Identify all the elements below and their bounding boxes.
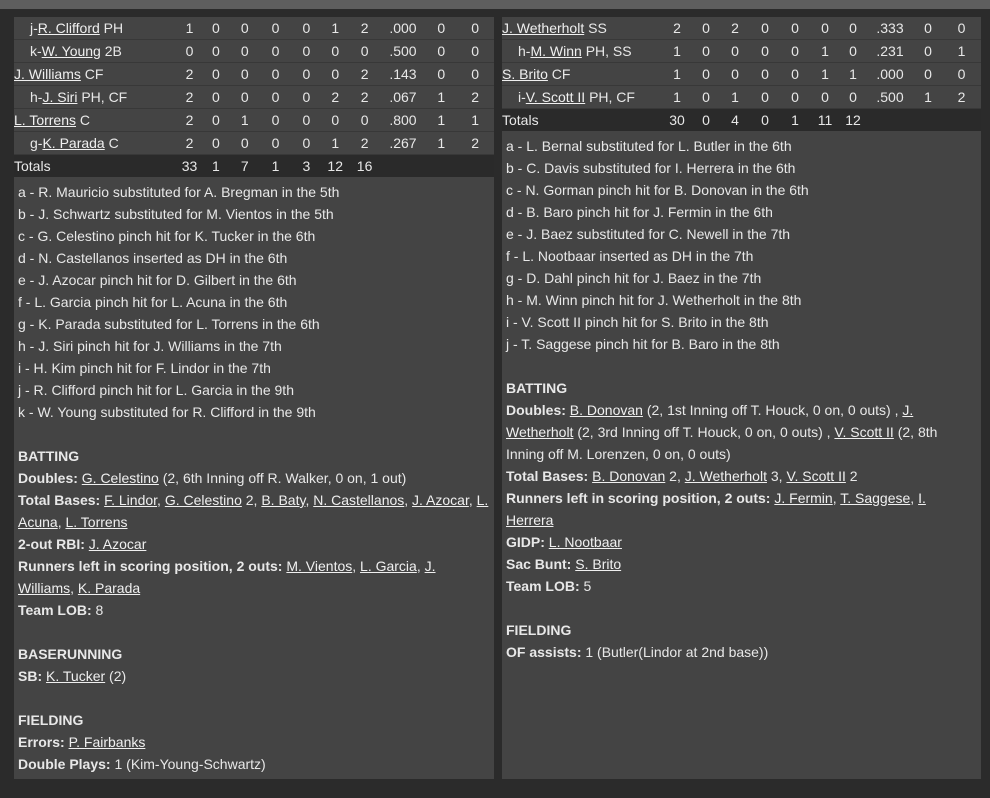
stat-cell: 0: [456, 40, 494, 63]
note-line: h - J. Siri pinch hit for J. Williams in the 7th: [18, 338, 282, 354]
total-cell: 1: [259, 155, 292, 178]
stat-cell: 0: [202, 86, 231, 109]
player-row: [502, 40, 981, 63]
player-link[interactable]: J. Williams: [14, 66, 81, 82]
player-cell: [14, 86, 178, 109]
player-cell: [14, 40, 178, 63]
risp-line: Runners left in scoring position, 2 outs: J. Fermin, T. Saggese, I. Herrera: [506, 490, 926, 528]
position: CF: [551, 66, 571, 82]
note-line: e - J. Baez substituted for C. Newell in the 7th: [506, 226, 791, 242]
of-assists-line: OF assists: 1 (Butler(Lindor at 2nd base)): [506, 644, 769, 660]
position: C: [108, 135, 119, 151]
player-link[interactable]: J. Azocar: [412, 492, 469, 508]
batting-title: BATTING: [506, 380, 568, 396]
total-bases-line: Total Bases: B. Donovan 2, J. Wetherholt 3, V. Scott II 2: [506, 468, 858, 484]
total-cell: 12: [840, 109, 866, 132]
stat-cell: 0: [350, 109, 380, 132]
player-cell: [14, 63, 178, 86]
stat-cell: 0: [292, 109, 321, 132]
sub-letter: h-: [30, 89, 43, 105]
stat-cell: 0: [942, 17, 981, 40]
total-bases-line: Total Bases: F. Lindor, G. Celestino 2, B. Baty, N. Castellanos, J. Azocar, L. Acuna, L. Torrens: [18, 492, 489, 530]
player-link[interactable]: V. Scott II: [525, 89, 586, 105]
stat-cell: 2: [178, 86, 202, 109]
player-link[interactable]: L. Torrens: [14, 112, 76, 128]
total-cell: 30: [662, 109, 692, 132]
stat-cell: 0: [942, 63, 981, 86]
player-link[interactable]: K. Parada: [42, 135, 105, 151]
stat-cell: 0: [230, 63, 259, 86]
batting-table: [14, 17, 494, 177]
stat-cell: 0: [321, 109, 350, 132]
stat-cell: .231: [866, 40, 914, 63]
stat-cell: 0: [202, 17, 231, 40]
doubles-line: Doubles: G. Celestino (2, 6th Inning off R. Walker, 0 on, 1 out): [18, 470, 407, 486]
stat-cell: 0: [750, 40, 780, 63]
player-link[interactable]: J. Wetherholt: [502, 20, 585, 36]
note-line: i - H. Kim pinch hit for F. Lindor in the 7th: [18, 360, 271, 376]
player-link[interactable]: J. Fermin: [774, 490, 833, 506]
stat-cell: 1: [178, 17, 202, 40]
stat-cell: 0: [750, 63, 780, 86]
player-link[interactable]: K. Tucker: [46, 668, 106, 684]
note-line: f - L. Garcia pinch hit for L. Acuna in the 6th: [18, 294, 288, 310]
totals-row: [502, 109, 981, 132]
stat-cell: 0: [692, 40, 720, 63]
position: PH, CF: [81, 89, 128, 105]
stat-cell: 0: [780, 40, 810, 63]
stat-cell: .500: [380, 40, 427, 63]
stat-cell: 0: [840, 40, 866, 63]
stat-cell: 0: [259, 40, 292, 63]
player-link[interactable]: J. Wetherholt: [506, 402, 914, 440]
note-line: k - W. Young substituted for R. Clifford in the 9th: [18, 404, 316, 420]
note-line: c - N. Gorman pinch hit for B. Donovan in the 6th: [506, 182, 809, 198]
player-link[interactable]: M. Vientos: [286, 558, 353, 574]
empty-cell: [914, 109, 942, 132]
stat-cell: 0: [692, 63, 720, 86]
player-row: [14, 63, 494, 86]
doubles-line: Doubles: B. Donovan (2, 1st Inning off T. Houck, 0 on, 0 outs) , J. Wetherholt (2, 3rd Inning off T. Houck, 0 on, 0 outs) , V. Scott II (2, 8th Inning off M. Lorenzen, 0 on, 0 outs): [506, 402, 938, 462]
player-row: [14, 86, 494, 109]
stat-cell: 1: [914, 86, 942, 109]
stat-cell: .333: [866, 17, 914, 40]
stat-cell: 0: [202, 109, 231, 132]
player-row: [14, 17, 494, 40]
team-lob-line: Team LOB: 5: [506, 578, 592, 594]
player-link[interactable]: N. Castellanos: [313, 492, 405, 508]
double-plays-line: Double Plays: 1 (Kim-Young-Schwartz): [18, 756, 266, 772]
player-row: [502, 17, 981, 40]
note-line: a - L. Bernal substituted for L. Butler in the 6th: [506, 138, 792, 154]
player-link[interactable]: L. Garcia: [360, 558, 417, 574]
player-link[interactable]: K. Parada: [77, 580, 141, 596]
stat-cell: 1: [426, 86, 456, 109]
top-bar: [0, 0, 990, 9]
stat-cell: 1: [810, 40, 840, 63]
away-box-score-panel: [14, 17, 494, 779]
stat-cell: 0: [810, 86, 840, 109]
sub-letter: g-: [30, 135, 43, 151]
empty-cell: [426, 155, 456, 178]
stat-cell: 0: [292, 63, 321, 86]
total-cell: 0: [692, 109, 720, 132]
position: PH: [103, 20, 124, 36]
total-cell: 12: [321, 155, 350, 178]
stat-cell: 1: [662, 86, 692, 109]
separator: ,: [70, 580, 78, 596]
position: C: [79, 112, 91, 128]
stat-cell: 1: [456, 109, 494, 132]
stat-cell: .500: [866, 86, 914, 109]
stat-cell: 0: [259, 17, 292, 40]
player-link[interactable]: W. Young: [41, 43, 101, 59]
batting-section: [14, 445, 494, 621]
stat-cell: 0: [780, 86, 810, 109]
stat-cell: 1: [942, 40, 981, 63]
stat-cell: 2: [456, 86, 494, 109]
player-link[interactable]: T. Saggese: [840, 490, 911, 506]
sac-bunt-line: Sac Bunt: S. Brito: [506, 556, 622, 572]
fielding-title: FIELDING: [18, 712, 84, 728]
player-link[interactable]: G. Celestino: [81, 470, 159, 486]
stat-cell: 2: [321, 86, 350, 109]
separator: ,: [57, 514, 66, 530]
stat-cell: 0: [292, 132, 321, 155]
batting-section: [502, 377, 981, 597]
player-link[interactable]: S. Brito: [575, 556, 622, 572]
stat-cell: 0: [230, 86, 259, 109]
stat-cell: 1: [321, 17, 350, 40]
stat-cell: 1: [230, 109, 259, 132]
note-line: b - J. Schwartz substituted for M. Vientos in the 5th: [18, 206, 334, 222]
stat-cell: 1: [426, 132, 456, 155]
stat-cell: 0: [292, 17, 321, 40]
stat-cell: 1: [840, 63, 866, 86]
stat-cell: 0: [692, 17, 720, 40]
separator: ,: [416, 558, 425, 574]
errors-line: Errors: P. Fairbanks: [18, 734, 146, 750]
player-cell: [502, 63, 662, 86]
total-cell: 16: [350, 155, 380, 178]
empty-cell: [942, 109, 981, 132]
position: PH, CF: [589, 89, 635, 105]
stat-cell: 2: [350, 132, 380, 155]
totals-label: Totals: [502, 109, 662, 132]
player-row: [14, 132, 494, 155]
separator: ,: [352, 558, 361, 574]
stat-cell: 0: [350, 40, 380, 63]
stat-cell: 0: [426, 17, 456, 40]
stat-cell: 2: [350, 63, 380, 86]
player-cell: [502, 86, 662, 109]
position: CF: [84, 66, 104, 82]
stat-cell: 0: [426, 63, 456, 86]
separator: ,: [305, 492, 314, 508]
stat-cell: 0: [750, 86, 780, 109]
stat-cell: 0: [321, 40, 350, 63]
stat-cell: .067: [380, 86, 427, 109]
stat-cell: 0: [292, 86, 321, 109]
player-link[interactable]: S. Brito: [502, 66, 548, 82]
stat-cell: 1: [810, 63, 840, 86]
stat-cell: 0: [750, 17, 780, 40]
stat-cell: 0: [780, 63, 810, 86]
note-line: g - K. Parada substituted for L. Torrens in the 6th: [18, 316, 320, 332]
stat-cell: 1: [321, 132, 350, 155]
stat-cell: 1: [720, 86, 750, 109]
player-cell: [14, 17, 178, 40]
note-line: e - J. Azocar pinch hit for D. Gilbert in the 6th: [18, 272, 297, 288]
total-cell: 1: [202, 155, 231, 178]
stat-cell: 0: [259, 86, 292, 109]
stat-cell: 0: [178, 40, 202, 63]
stat-cell: 0: [426, 40, 456, 63]
stat-cell: 0: [230, 40, 259, 63]
separator: 2,: [241, 492, 262, 508]
player-link[interactable]: L. Torrens: [65, 514, 128, 530]
note-line: a - R. Mauricio substituted for A. Bregman in the 5th: [18, 184, 340, 200]
sub-letter: k-: [30, 43, 42, 59]
home-box-score-panel: [502, 17, 981, 779]
note-line: j - T. Saggese pinch hit for B. Baro in the 8th: [506, 336, 780, 352]
stat-cell: 0: [720, 63, 750, 86]
baserunning-section: [14, 643, 494, 687]
player-link[interactable]: R. Clifford: [37, 20, 100, 36]
stat-cell: 2: [350, 86, 380, 109]
stat-cell: 1: [662, 40, 692, 63]
player-link[interactable]: L. Nootbaar: [548, 534, 622, 550]
baserunning-title: BASERUNNING: [18, 646, 123, 662]
batting-title: BATTING: [18, 448, 80, 464]
player-link[interactable]: V. Scott II: [834, 424, 894, 440]
position: PH, SS: [585, 43, 632, 59]
fielding-section: [14, 709, 494, 775]
stat-cell: 2: [178, 109, 202, 132]
stat-cell: 2: [662, 17, 692, 40]
player-link[interactable]: V. Scott II: [786, 468, 846, 484]
stat-cell: 2: [178, 132, 202, 155]
substitution-notes: [502, 131, 981, 355]
two-out-rbi-line: 2-out RBI: J. Azocar: [18, 536, 147, 552]
player-link[interactable]: B. Donovan: [569, 402, 643, 418]
sub-letter: i-: [518, 89, 526, 105]
risp-line: Runners left in scoring position, 2 outs: M. Vientos, L. Garcia, J. Williams, K. Parada: [18, 558, 436, 596]
stat-cell: 0: [292, 40, 321, 63]
total-cell: 11: [810, 109, 840, 132]
player-row: [14, 40, 494, 63]
player-cell: [502, 40, 662, 63]
player-link[interactable]: I. Herrera: [506, 490, 926, 528]
player-row: [14, 109, 494, 132]
stat-cell: 0: [692, 86, 720, 109]
fielding-title: FIELDING: [506, 622, 572, 638]
stat-cell: 2: [942, 86, 981, 109]
stat-cell: 0: [202, 63, 231, 86]
stat-cell: 0: [259, 132, 292, 155]
totals-row: [14, 155, 494, 178]
position: SS: [588, 20, 607, 36]
player-cell: [14, 109, 178, 132]
stat-cell: 0: [840, 86, 866, 109]
note-line: f - L. Nootbaar inserted as DH in the 7th: [506, 248, 754, 264]
note-line: d - N. Castellanos inserted as DH in the 6th: [18, 250, 288, 266]
total-cell: 33: [178, 155, 202, 178]
stat-cell: 0: [259, 109, 292, 132]
note-line: j - R. Clifford pinch hit for L. Garcia in the 9th: [18, 382, 294, 398]
player-link[interactable]: P. Fairbanks: [68, 734, 146, 750]
player-link[interactable]: F. Lindor: [104, 492, 158, 508]
stat-cell: 0: [230, 132, 259, 155]
team-lob-line: Team LOB: 8: [18, 602, 104, 618]
fielding-section: [502, 619, 981, 663]
player-row: [502, 86, 981, 109]
empty-cell: [380, 155, 427, 178]
stat-cell: 0: [810, 17, 840, 40]
stat-cell: 0: [321, 63, 350, 86]
position: 2B: [104, 43, 122, 59]
separator: ,: [157, 492, 165, 508]
stolen-bases-line: SB: K. Tucker (2): [18, 668, 127, 684]
stat-cell: 1: [662, 63, 692, 86]
stat-cell: 1: [426, 109, 456, 132]
stat-cell: 0: [456, 63, 494, 86]
sub-letter: j-: [30, 20, 38, 36]
separator: ,: [468, 492, 477, 508]
empty-cell: [866, 109, 914, 132]
stat-cell: 2: [350, 17, 380, 40]
player-link[interactable]: L. Acuna: [18, 492, 489, 530]
stat-cell: 0: [914, 17, 942, 40]
total-cell: 1: [780, 109, 810, 132]
stat-cell: 0: [780, 17, 810, 40]
sub-letter: h-: [518, 43, 531, 59]
player-cell: [14, 132, 178, 155]
stat-cell: 0: [259, 63, 292, 86]
player-link[interactable]: J. Wetherholt: [684, 468, 767, 484]
note-line: d - B. Baro pinch hit for J. Fermin in the 6th: [506, 204, 773, 220]
total-cell: 0: [750, 109, 780, 132]
stat-cell: 0: [456, 17, 494, 40]
player-link[interactable]: M. Winn: [530, 43, 582, 59]
stat-cell: 2: [720, 17, 750, 40]
note-line: b - C. Davis substituted for I. Herrera in the 6th: [506, 160, 796, 176]
stat-cell: 2: [456, 132, 494, 155]
total-cell: 4: [720, 109, 750, 132]
total-cell: 3: [292, 155, 321, 178]
note-line: g - D. Dahl pinch hit for J. Baez in the 7th: [506, 270, 762, 286]
player-link[interactable]: J. Azocar: [88, 536, 147, 552]
stat-cell: 0: [230, 17, 259, 40]
stat-cell: .800: [380, 109, 427, 132]
empty-cell: [456, 155, 494, 178]
note-line: c - G. Celestino pinch hit for K. Tucker in the 6th: [18, 228, 316, 244]
batting-table: [502, 17, 981, 131]
total-cell: 7: [230, 155, 259, 178]
stat-cell: .000: [866, 63, 914, 86]
stat-cell: 0: [914, 63, 942, 86]
gidp-line: GIDP: L. Nootbaar: [506, 534, 622, 550]
stat-cell: .267: [380, 132, 427, 155]
player-link[interactable]: J. Siri: [42, 89, 78, 105]
stat-cell: 0: [202, 40, 231, 63]
player-link[interactable]: G. Celestino: [164, 492, 242, 508]
player-link[interactable]: B. Donovan: [592, 468, 666, 484]
player-link[interactable]: J. Williams: [18, 558, 436, 596]
stat-cell: 0: [720, 40, 750, 63]
note-line: h - M. Winn pinch hit for J. Wetherholt in the 8th: [506, 292, 802, 308]
stat-cell: 0: [202, 132, 231, 155]
substitution-notes: [14, 177, 494, 423]
stat-cell: 0: [914, 40, 942, 63]
player-cell: [502, 17, 662, 40]
stat-cell: .143: [380, 63, 427, 86]
totals-label: Totals: [14, 155, 178, 178]
note-line: i - V. Scott II pinch hit for S. Brito in the 8th: [506, 314, 769, 330]
player-link[interactable]: B. Baty: [261, 492, 306, 508]
stat-cell: 2: [178, 63, 202, 86]
player-row: [502, 63, 981, 86]
stat-cell: .000: [380, 17, 427, 40]
separator: ,: [404, 492, 413, 508]
stat-cell: 0: [840, 17, 866, 40]
